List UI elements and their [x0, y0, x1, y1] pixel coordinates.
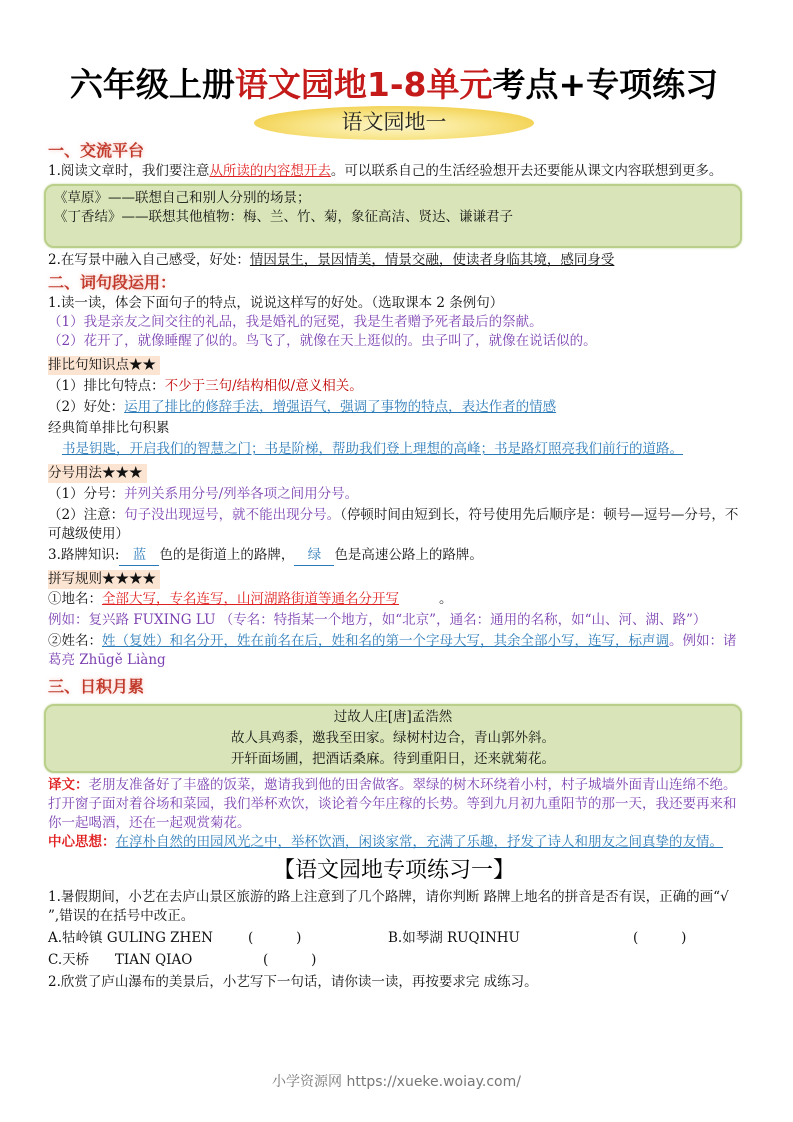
option-a-blank[interactable]: ( )	[248, 930, 302, 946]
option-c-blank[interactable]: ( )	[263, 952, 317, 968]
semicolon-tag: 分号用法★★★	[48, 464, 147, 483]
section1-heading: 一、交流平台	[48, 141, 145, 160]
signs-mid: 色的是街道上的路牌，	[159, 547, 295, 563]
feature-value: 不少于三句/结构相似/意义相关。	[164, 378, 363, 394]
semicolon-item2	[48, 506, 740, 544]
title-part1: 六年级上册	[69, 65, 235, 104]
translation-text: 老朋友准备好了丰盛的饭菜，邀请我到他的田舍做客。翠绿的树木环绕着小村，村子城墙外面青山连绵不绝。打开窗子面对着谷场和菜园，我们举杯欢饮，谈论着今年庄稼的长势。等到九月初九重阳节的那一天，我还要再来和你一起喝酒，还在一起观赏菊花。	[48, 777, 737, 831]
item1-suffix: 。可以联系自己的生活经验想开去还要能从课文内容联想到更多。	[330, 163, 723, 179]
place-end: 。	[439, 591, 453, 607]
pinyin-place	[48, 590, 740, 609]
note-extra: （停顿时间由短到长，符号使用先后顺序是：顿号—逗号—分号，不可越级使用）	[48, 507, 739, 542]
footer-watermark: 小学资源网 https://xueke.woiay.com/	[272, 1074, 521, 1090]
signs-suffix: 色是高速公路上的路牌。	[334, 547, 483, 563]
title-part2: 语文园地1-8单元	[234, 65, 493, 104]
signs-prefix: 3.路牌知识:	[48, 547, 120, 563]
signs-blank-green: 绿	[294, 546, 334, 566]
unit-pill-wrap	[48, 106, 740, 140]
practice-heading: 【语文园地专项练习一】	[272, 858, 515, 883]
name-label: ②姓名：	[48, 633, 102, 649]
item1-highlight: 从所读的内容想开去	[209, 163, 331, 179]
signs-blank-blue: 蓝	[119, 546, 159, 566]
benefit-label: （2）好处：	[48, 399, 125, 415]
translation-label: 译文：	[48, 777, 89, 793]
theme	[48, 833, 740, 852]
option-c-label: C.天桥 TIAN QIAO	[48, 952, 193, 968]
practice-q2: 2.欣赏了庐山瀑布的美景后，小艺写下一句话，请你读一读，再按要求完 成练习。	[48, 974, 538, 990]
name-value: 姓（复姓）和名分开，姓在前名在后，姓和名的第一个字母大写，其余全部小写，连写，标声调	[102, 633, 669, 649]
benefit-value: 运用了排比的修辞手法，增强语气，强调了事物的特点，表达作者的情感	[124, 399, 557, 415]
place-example: 例如：复兴路 FUXING LU （专名：特指某一个地方，如“北京”，通名：通用的名称，如“山、河、湖、路”）	[48, 612, 707, 628]
theme-label: 中心思想：	[48, 834, 116, 850]
association-box	[44, 184, 742, 248]
classic-label: 经典简单排比句积累	[48, 420, 170, 436]
classic-sentence: 书是钥匙，开启我们的智慧之门；书是阶梯，帮助我们登上理想的高峰；书是路灯照亮我们前行的道路。	[62, 441, 683, 457]
name-example: 。例如：诸葛亮 Zhūgě Liàng	[48, 633, 737, 668]
section1-item2	[48, 251, 740, 270]
title-part3: 考点+专项练习	[492, 65, 719, 104]
poem-box	[44, 704, 742, 773]
note-value: 句子没出现逗号，就不能出现分号。	[124, 507, 341, 523]
box-line: 《丁香结》——联想其他植物：梅、兰、竹、菊，象征高洁、贤达、谦谦君子	[54, 209, 513, 225]
options-row-ab	[48, 929, 740, 948]
document-page	[48, 64, 740, 992]
pinyin-name	[48, 632, 740, 670]
parallel-feature	[48, 377, 740, 396]
theme-text: 在淳朴自然的田园风光之中，举杯饮酒，闲谈家常，充满了乐趣，抒发了诗人和朋友之间真挚的友情。	[115, 834, 723, 850]
feature-label: （1）排比句特点：	[48, 378, 165, 394]
item2-prefix: 2.在写景中融入自己感受，好处：	[48, 252, 250, 268]
section3-heading: 三、日积月累	[48, 677, 145, 696]
parallel-tag: 排比句知识点★★	[48, 356, 160, 375]
poem-title: 过故人庄[唐]孟浩然	[333, 709, 453, 725]
page-title	[28, 64, 760, 106]
signs-item	[48, 546, 740, 566]
semicolon-label: （1）分号：	[48, 486, 125, 502]
example-sentence: （1）我是亲友之间交往的礼品，我是婚礼的冠冕，我是生者赠予死者最后的祭献。	[48, 314, 543, 330]
item1-prefix: 1.阅读文章时，我们要注意	[48, 163, 210, 179]
option-a-label: A.牯岭镇 GULING ZHEN	[48, 930, 213, 946]
box-line: 《草原》——联想自己和别人分别的场景；	[54, 190, 311, 206]
unit-pill: 语文园地一	[254, 106, 534, 140]
options-row-c	[48, 951, 740, 970]
note-label: （2）注意：	[48, 507, 125, 523]
poem-line: 开轩面场圃，把酒话桑麻。待到重阳日，还来就菊花。	[231, 751, 555, 767]
semicolon-value: 并列关系用分号/列举各项之间用分号。	[124, 486, 359, 502]
place-value: 全部大写，专名连写，山河湖路街道等通名分开写	[102, 591, 399, 607]
practice-q1: 1.暑假期间，小艺在去庐山景区旅游的路上注意到了几个路牌，请你判断 路牌上地名的拼音是否有误，正确的画“√ ”,错误的在括号中改正。	[48, 889, 729, 924]
translation	[48, 776, 740, 833]
poem-line: 故人具鸡黍，邀我至田家。绿树村边合，青山郭外斜。	[231, 730, 555, 746]
semicolon-item1	[48, 485, 740, 504]
option-b-blank[interactable]: ( )	[633, 930, 687, 946]
item2-answer: 情因景生，景因情美，情景交融，使读者身临其境，感同身受	[249, 252, 615, 268]
section2-q1: 1.读一读，体会下面句子的特点，说说这样写的好处。（选取课本 2 条例句）	[48, 295, 504, 311]
example-sentence: （2）花开了，就像睡醒了似的。鸟飞了，就像在天上逛似的。虫子叫了，就像在说话似的。	[48, 333, 597, 349]
option-b-label: B.如琴湖 RUQINHU	[388, 930, 520, 946]
parallel-benefit	[48, 398, 740, 417]
pinyin-tag: 拼写规则★★★★	[48, 570, 160, 589]
place-label: ①地名：	[48, 591, 102, 607]
section1-item1	[48, 162, 740, 181]
section2-heading: 二、词句段运用：	[48, 273, 177, 292]
